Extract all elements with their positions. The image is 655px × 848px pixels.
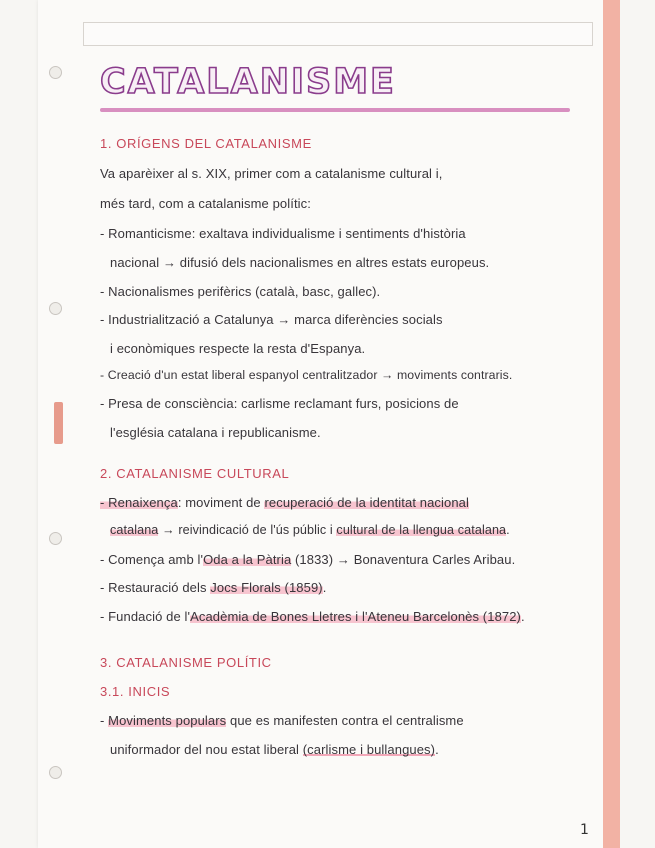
s1-line: - Presa de consciència: carlisme reclamant furs, posicions de bbox=[100, 396, 459, 411]
text: - Restauració dels bbox=[100, 580, 211, 595]
text: - Fundació de l' bbox=[100, 609, 191, 624]
page-number: 1 bbox=[580, 822, 589, 838]
s31-line bbox=[100, 713, 464, 728]
s1-line: nacional → difusió dels nacionalismes en altres estats europeus. bbox=[110, 255, 490, 270]
highlight: Moviments populars bbox=[108, 713, 227, 728]
text: . bbox=[435, 742, 439, 757]
binder-hole bbox=[49, 66, 62, 79]
s2-line bbox=[100, 552, 515, 567]
text: . bbox=[506, 523, 510, 537]
s2-line bbox=[110, 523, 510, 537]
header-box bbox=[83, 22, 593, 46]
page-title: CATALANISME bbox=[100, 62, 396, 102]
text: - Comença amb l' bbox=[100, 552, 204, 567]
s1-line: - Industrialització a Catalunya → marca diferències socials bbox=[100, 312, 443, 327]
s1-line: l'església catalana i republicanisme. bbox=[110, 425, 321, 440]
text: : moviment de bbox=[177, 495, 265, 510]
s1-line: - Nacionalismes perifèrics (català, basc, gallec). bbox=[100, 284, 381, 299]
side-tab-marker bbox=[54, 402, 63, 444]
section-3-heading: 3. CATALANISME POLÍTIC bbox=[100, 655, 272, 670]
s2-line bbox=[100, 495, 469, 510]
text: que es manifesten contra el centralisme bbox=[226, 713, 464, 728]
text: uniformador del nou estat liberal bbox=[110, 742, 303, 757]
s31-line bbox=[110, 742, 439, 757]
text: → reivindicació de l'ús públic i bbox=[158, 523, 337, 537]
section-3-1-heading: 3.1. INICIS bbox=[100, 684, 171, 699]
section-1-heading: 1. ORÍGENS DEL CATALANISME bbox=[100, 136, 312, 151]
s2-line bbox=[100, 580, 326, 595]
highlight: catalana bbox=[110, 523, 159, 537]
s1-line: més tard, com a catalanisme polític: bbox=[100, 196, 311, 211]
underline-highlight: (carlisme i bullangues) bbox=[302, 742, 436, 757]
text: . bbox=[521, 609, 525, 624]
highlight: cultural de la llengua catalana bbox=[336, 523, 507, 537]
highlight: - Renaixença bbox=[100, 495, 178, 510]
section-2-heading: 2. CATALANISME CULTURAL bbox=[100, 466, 290, 481]
paper-edge-strip bbox=[603, 0, 620, 848]
s1-line: i econòmiques respecte la resta d'Espanya. bbox=[110, 341, 366, 356]
text: (1833) → Bonaventura Carles Aribau. bbox=[291, 552, 516, 567]
binder-hole bbox=[49, 532, 62, 545]
highlight: recuperació de la identitat nacional bbox=[264, 495, 469, 510]
highlight: Acadèmia de Bones Lletres i l'Ateneu Barcelonès (1872) bbox=[190, 609, 521, 624]
s2-line bbox=[100, 609, 525, 624]
s1-line: Va aparèixer al s. XIX, primer com a catalanisme cultural i, bbox=[100, 166, 443, 181]
s1-line: - Creació d'un estat liberal espanyol centralitzador → moviments contraris. bbox=[100, 368, 513, 382]
binder-hole bbox=[49, 766, 62, 779]
text: - bbox=[100, 713, 109, 728]
text: . bbox=[322, 580, 327, 595]
s1-line: - Romanticisme: exaltava individualisme i sentiments d'història bbox=[100, 226, 466, 241]
title-underline bbox=[100, 108, 570, 112]
binder-hole bbox=[49, 302, 62, 315]
highlight: Jocs Florals (1859) bbox=[210, 580, 323, 595]
highlight: Oda a la Pàtria bbox=[203, 552, 292, 567]
